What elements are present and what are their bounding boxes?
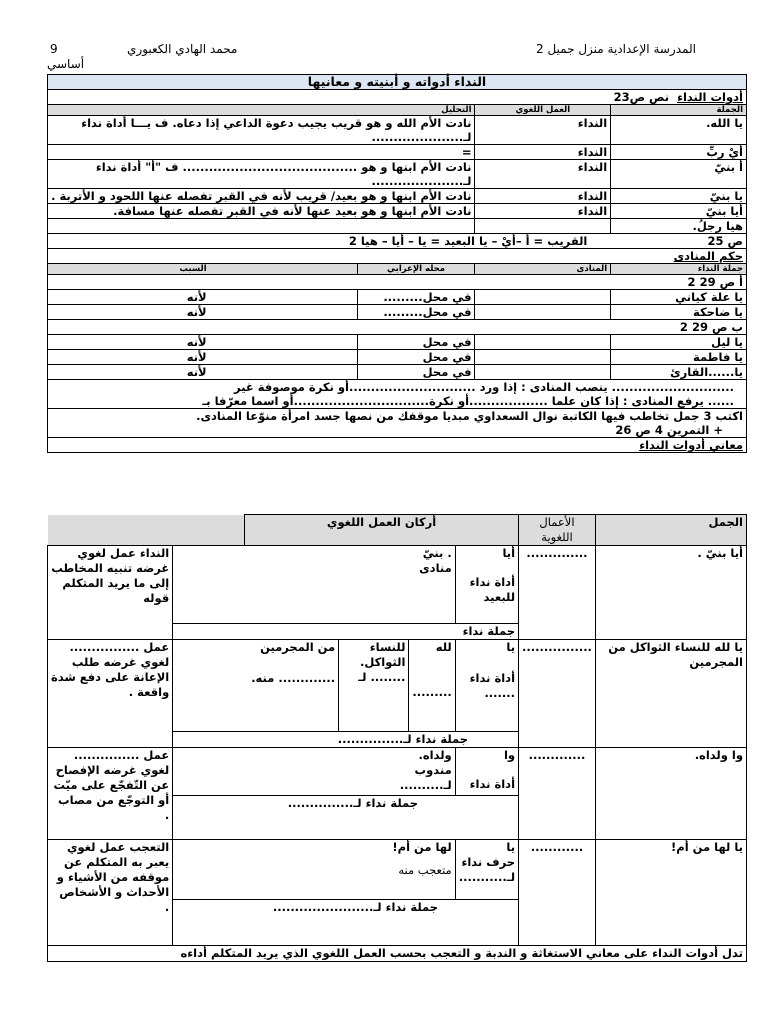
munada-sentence: يا علة كياني: [611, 290, 747, 305]
munada-reason: لأنه: [48, 335, 358, 350]
pillar-mutaajjab-role: متعجب منه: [398, 863, 452, 877]
row-sentence: يا الله.: [611, 116, 747, 145]
meaning-act: ..............: [519, 546, 596, 640]
row-analysis: =: [48, 145, 475, 160]
col-sentence: الجملة: [611, 105, 747, 116]
munada-sentence: يا ليل: [611, 335, 747, 350]
row-sentence: أيا بنيّ: [611, 204, 747, 219]
row-analysis: نادت الأم ابنها و هو ........................................ ف "أ" أداة نداء لـ.....................: [48, 160, 475, 189]
row-analysis: نادت الأم ابنها و هو بعيد/ قريب لأنه في القبر تفصله عنها اللحود و الأتربة .: [48, 189, 475, 204]
section-munada-heading: حكم المنادى: [48, 249, 747, 264]
summary-page: ص 25: [707, 234, 743, 248]
col-sentences: الجمل: [595, 515, 746, 546]
section-meanings-heading: معاني أدوات النداء: [48, 438, 747, 453]
pillar-munada: . بنيّ: [422, 546, 452, 560]
summary-tools: القريب = أ –أيْ – يا البعيد = يا – أيا – هيا 2: [348, 234, 588, 248]
col-analysis: التحليل: [48, 105, 475, 116]
tool-name: يا: [506, 640, 516, 654]
row-act: النداء: [475, 160, 611, 189]
munada-irab: في محل: [357, 365, 475, 380]
meaning-explanation: التعجب عمل لغوي يعبر به المتكلم عن موقفه من الأشياء و الأحداث و الأشخاص .: [48, 840, 173, 946]
munada-sentence: يا فاطمة: [611, 350, 747, 365]
munada-irab: في محل.........: [357, 305, 475, 320]
pillar-mandub-role: مندوب: [414, 763, 452, 777]
meaning-explanation: عمل ............... لغوي غرضه الإفصاح عن التّفجّع على ميّت أو التوجّع من مصاب .: [48, 748, 173, 840]
meaning-explanation: النداء عمل لغوي غرضه تنبيه المخاطب إلى ما يريد المتكلم قوله: [48, 546, 173, 640]
pillar-mutaajjab: لها من أم!: [392, 840, 452, 854]
col-act: العمل اللغوي: [475, 105, 611, 116]
tool-name: وا: [503, 748, 516, 762]
meaning-explanation: عمل ................ لغوي غرضه طلب الإعانة على دفع شدة واقعة .: [48, 640, 173, 748]
pillar-blank: ............. منه.: [251, 671, 336, 685]
pillar-caption: جملة نداء: [173, 624, 519, 640]
pillar-blank: ........ لـ: [358, 670, 406, 684]
pillar-mandub: ولداه.: [418, 748, 452, 762]
meaning-sentence: وا ولداه.: [595, 748, 746, 840]
meaning-act: .............: [519, 748, 596, 840]
col-munada: المنادى: [475, 264, 611, 275]
col-irab: محله الإعرابي: [357, 264, 475, 275]
sub-heading-b: ب ص 29 2: [48, 320, 747, 335]
munada-reason: لأنه: [48, 305, 358, 320]
meaning-act: ................: [519, 640, 596, 748]
row-act: النداء: [475, 116, 611, 145]
sub-heading-a: أ ص 29 2: [48, 275, 747, 290]
col-pillars: أركان العمل اللغوي: [245, 515, 519, 546]
meaning-act: ............: [519, 840, 596, 946]
munada-irab: في محل: [357, 350, 475, 365]
conclusion: تدل أدوات النداء على معاني الاستغاثة و الندبة و التعجب بحسب العمل اللغوي الذي يريد المتكلم أداءه: [48, 946, 747, 962]
tool-desc: حرف نداء لـ...........: [458, 855, 516, 884]
pillar-munada-role: منادى: [419, 561, 452, 575]
grammar-table: [47, 74, 747, 453]
row-sentence: أيْ ربِّ: [611, 145, 747, 160]
pillar-mustaghath-lah: للنساء الثواكل.: [359, 640, 406, 669]
tool-desc: أداة نداء للبعيد: [469, 575, 516, 604]
pillar-mustaghath-minh: من المجرمين: [260, 640, 336, 654]
level-number: 9: [50, 42, 58, 56]
munada-reason: لأنه: [48, 290, 358, 305]
pillar-caption: جملة نداء لـ...............: [173, 732, 519, 748]
row-act: النداء: [475, 204, 611, 219]
munada-sentence: يا ضاحكة: [611, 305, 747, 320]
meaning-sentence: يا لها من أم!: [595, 840, 746, 946]
col-speech-acts: الأعمال اللغوية: [519, 515, 596, 546]
section-tools-heading: أدوات النداء: [677, 90, 743, 104]
row-analysis: نادت الأم ابنها و هو بعيد عنها لأنه في القبر تفصله عنها مسافة.: [48, 204, 475, 219]
pillar-blank: لـ..........: [399, 778, 452, 792]
meanings-table: [47, 514, 747, 962]
col-reason: السبب: [48, 264, 358, 275]
pillar-caption: جملة نداء لـ...............: [173, 796, 519, 840]
col-nida-sentence: جملة النداء: [611, 264, 747, 275]
munada-irab: في محل.........: [357, 290, 475, 305]
rule-nasb: ............................ ينصب المنادى : إذا ورد .............................أو نكرة موصوفة غير: [234, 380, 734, 394]
exercise-ref: + التمرين 4 ص 26: [615, 423, 723, 437]
row-analysis: نادت الأم الله و هو قريب يجيب دعوة الداعي إذا دعاه. ف يـــا أداة نداء لـ.....................: [48, 116, 475, 145]
teacher-name: محمد الهادي الكعبوري: [127, 42, 238, 56]
exercise-text: اكتب 3 جمل تخاطب فيها الكاتبة نوال السعداوي مبديا موقفك من نصها جسد امرأة منوّعا المنادى.: [196, 409, 743, 423]
tool-name: يا: [506, 840, 516, 854]
munada-irab: في محل: [357, 335, 475, 350]
meaning-sentence: أيا بنيّ .: [595, 546, 746, 640]
pillar-caption: جملة نداء لـ.......................: [173, 900, 519, 946]
document-title: النداء أدواته و أبنيته و معانيها: [48, 75, 747, 90]
munada-sentence: يا......القارئ: [611, 365, 747, 380]
row-sentence: هيا رجلُ.: [611, 219, 747, 234]
tool-name: أيا: [502, 546, 516, 560]
row-sentence: أ بنيّ: [611, 160, 747, 189]
row-act: النداء: [475, 189, 611, 204]
level-word: أساسي: [47, 57, 85, 71]
pillar-blank: .........: [412, 685, 452, 699]
pillar-mustaghath: لله: [435, 640, 452, 654]
meaning-sentence: يا لله للنساء الثواكل من المجرمين: [595, 640, 746, 748]
rule-raf: ...... يرفع المنادى : إذا كان علما ..................أو نكرة...............................أو اسما معرّفا بـ: [202, 394, 734, 408]
tool-desc: أداة نداء: [469, 777, 516, 791]
munada-reason: لأنه: [48, 365, 358, 380]
section-tools-ref: نص ص23: [613, 90, 670, 104]
tool-desc: أداة نداء .......: [469, 671, 516, 700]
school-name: المدرسة الإعدادية منزل جميل 2: [536, 42, 696, 56]
munada-reason: لأنه: [48, 350, 358, 365]
row-sentence: يا بنيّ: [611, 189, 747, 204]
row-act: النداء: [475, 145, 611, 160]
